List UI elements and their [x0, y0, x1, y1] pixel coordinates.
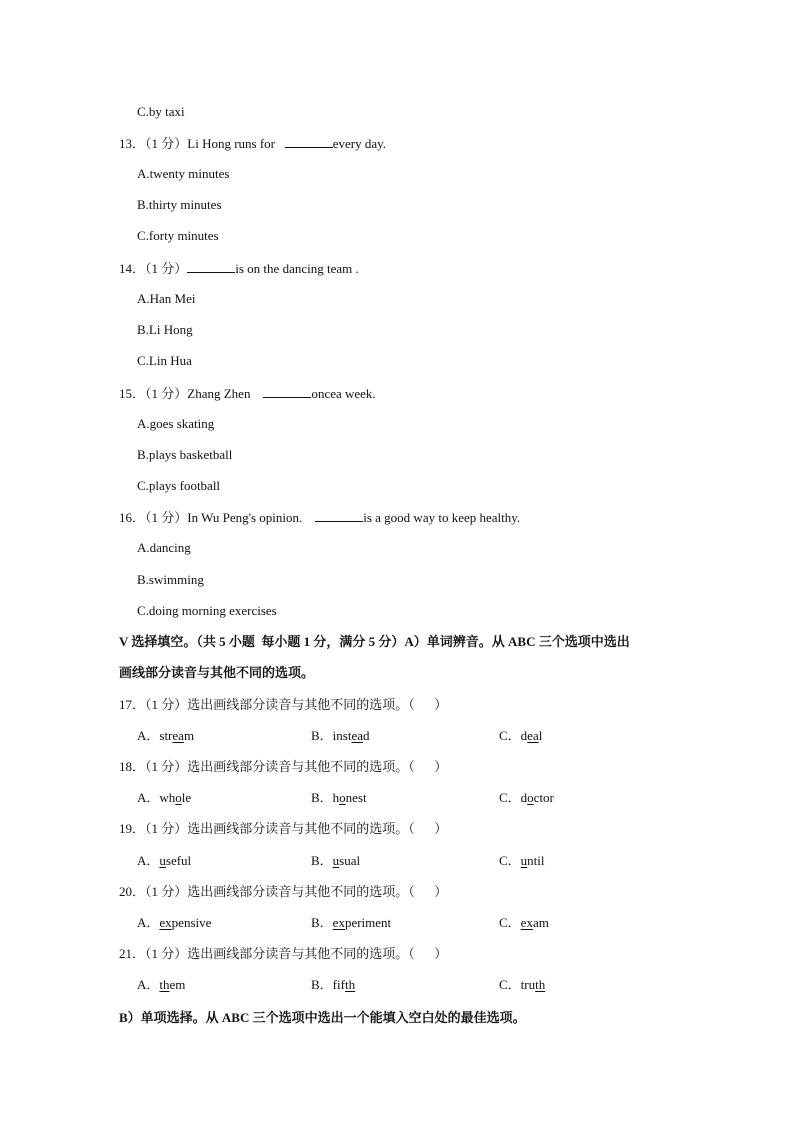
question-item: [119, 135, 386, 152]
underlined-letters: ex: [159, 915, 172, 930]
answer-blank: [187, 260, 235, 273]
question-number: 19．（1 分）: [119, 821, 188, 836]
question-number: 15．（1 分）: [119, 386, 188, 401]
underlined-letters: o: [175, 790, 182, 805]
phonetic-option: [499, 790, 554, 806]
phonetic-option: [311, 915, 391, 931]
phonetic-question: [119, 884, 447, 900]
phonetic-option: [499, 977, 545, 993]
option-label: B．: [311, 790, 333, 805]
answer-option: C.doing morning exercises: [137, 603, 277, 618]
question-prompt: 选出画线部分读音与其他不同的选项。（ ）: [187, 697, 448, 712]
underlined-letters: ex: [520, 915, 533, 930]
answer-option: A.dancing: [137, 540, 191, 555]
option-label: C．: [499, 790, 521, 805]
word-part: fif: [332, 977, 345, 992]
question-number: 20．（1 分）: [119, 884, 188, 899]
underlined-letters: ea: [351, 728, 364, 743]
question-item: [119, 509, 520, 526]
word-part: m: [183, 728, 195, 743]
answer-option: A.goes skating: [137, 416, 215, 431]
option-label: C．: [499, 915, 521, 930]
question-item: [119, 260, 359, 277]
word-part: periment: [344, 915, 392, 930]
question-text-before: Zhang Zhen: [187, 386, 264, 401]
question-text-after: is a good way to keep healthy.: [363, 510, 521, 525]
answer-option: B.Li Hong: [137, 322, 193, 337]
underlined-letters: ex: [332, 915, 345, 930]
phonetic-option: [137, 977, 185, 993]
underlined-letters: ea: [527, 728, 539, 743]
question-prompt: 选出画线部分读音与其他不同的选项。（ ）: [187, 884, 448, 899]
answer-option: C.Lin Hua: [137, 353, 192, 368]
phonetic-option: [137, 853, 191, 869]
question-number: 13．（1 分）: [119, 136, 188, 151]
question-text-after: every day.: [332, 136, 387, 151]
phonetic-option: [311, 728, 370, 744]
answer-option: A.twenty minutes: [137, 166, 230, 181]
phonetic-question: [119, 759, 447, 775]
underlined-letters: th: [344, 977, 356, 992]
section-b-heading: B）单项选择。从 ABC 三个选项中选出一个能填入空白处的最佳选项。: [119, 1010, 526, 1025]
option-label: A．: [137, 728, 160, 743]
phonetic-question: [119, 946, 447, 962]
question-prompt: 选出画线部分读音与其他不同的选项。（ ）: [187, 759, 448, 774]
phonetic-option: [311, 790, 367, 806]
question-number: 17．（1 分）: [119, 697, 188, 712]
option-label: A．: [137, 790, 160, 805]
phonetic-option: [499, 728, 542, 744]
answer-option: C.forty minutes: [137, 228, 219, 243]
underlined-letters: th: [159, 977, 170, 992]
phonetic-question: [119, 821, 447, 837]
phonetic-option: [499, 915, 549, 931]
phonetic-option: [311, 977, 355, 993]
phonetic-option: [499, 853, 545, 869]
underlined-letters: o: [339, 790, 346, 805]
question-text-before: In Wu Peng's opinion.: [187, 510, 316, 525]
option-label: C．: [499, 853, 521, 868]
word-part: h: [332, 790, 340, 805]
underlined-letters: ea: [172, 728, 184, 743]
section-v-heading-line1: V 选择填空。（共 5 小题 每小题 1 分，满分 5 分）A）单词辨音。从 ABC 三个选项中选出: [119, 634, 630, 649]
phonetic-option: [137, 915, 211, 931]
underlined-letters: o: [527, 790, 534, 805]
question-number: 14．（1 分）: [119, 261, 188, 276]
word-part: l: [538, 728, 543, 743]
word-part: d: [520, 790, 528, 805]
question-item: [119, 385, 376, 402]
word-part: tru: [520, 977, 536, 992]
word-part: wh: [159, 790, 176, 805]
answer-blank: [285, 135, 333, 148]
question-number: 18．（1 分）: [119, 759, 188, 774]
underlined-letters: th: [535, 977, 546, 992]
word-part: ntil: [527, 853, 545, 868]
word-part: d: [520, 728, 528, 743]
option-label: A．: [137, 977, 160, 992]
question-prompt: 选出画线部分读音与其他不同的选项。（ ）: [187, 821, 448, 836]
phonetic-option: [137, 790, 191, 806]
option-label: A．: [137, 915, 160, 930]
answer-option: B.thirty minutes: [137, 197, 222, 212]
phonetic-option: [311, 853, 360, 869]
answer-option: B.plays basketball: [137, 447, 233, 462]
word-part: ctor: [533, 790, 554, 805]
answer-blank: [315, 509, 363, 522]
option-label: C．: [499, 977, 521, 992]
option-label: B．: [311, 728, 333, 743]
underlined-letters: u: [332, 853, 340, 868]
section-v-heading-line2: 画线部分读音与其他不同的选项。: [119, 665, 315, 680]
phonetic-option: [137, 728, 194, 744]
question-number: 21．（1 分）: [119, 946, 188, 961]
word-part: pensive: [171, 915, 212, 930]
answer-option: C.by taxi: [137, 104, 185, 119]
answer-option: B.swimming: [137, 572, 204, 587]
underlined-letters: u: [159, 853, 166, 868]
option-label: C．: [499, 728, 521, 743]
answer-option: C.plays football: [137, 478, 221, 493]
word-part: d: [363, 728, 370, 743]
phonetic-question: [119, 697, 447, 713]
word-part: sual: [339, 853, 361, 868]
option-label: A．: [137, 853, 160, 868]
question-text-before: Li Hong runs for: [187, 136, 285, 151]
word-part: le: [181, 790, 192, 805]
word-part: seful: [165, 853, 192, 868]
option-label: B．: [311, 915, 333, 930]
word-part: nest: [345, 790, 367, 805]
answer-option: A.Han Mei: [137, 291, 196, 306]
question-text-after: oncea week.: [311, 386, 376, 401]
option-label: B．: [311, 977, 333, 992]
underlined-letters: u: [520, 853, 528, 868]
answer-blank: [263, 385, 311, 398]
word-part: str: [159, 728, 173, 743]
question-text-after: is on the dancing team .: [235, 261, 359, 276]
word-part: am: [532, 915, 549, 930]
word-part: inst: [332, 728, 352, 743]
word-part: em: [169, 977, 186, 992]
option-label: B．: [311, 853, 333, 868]
question-number: 16．（1 分）: [119, 510, 188, 525]
question-prompt: 选出画线部分读音与其他不同的选项。（ ）: [187, 946, 448, 961]
